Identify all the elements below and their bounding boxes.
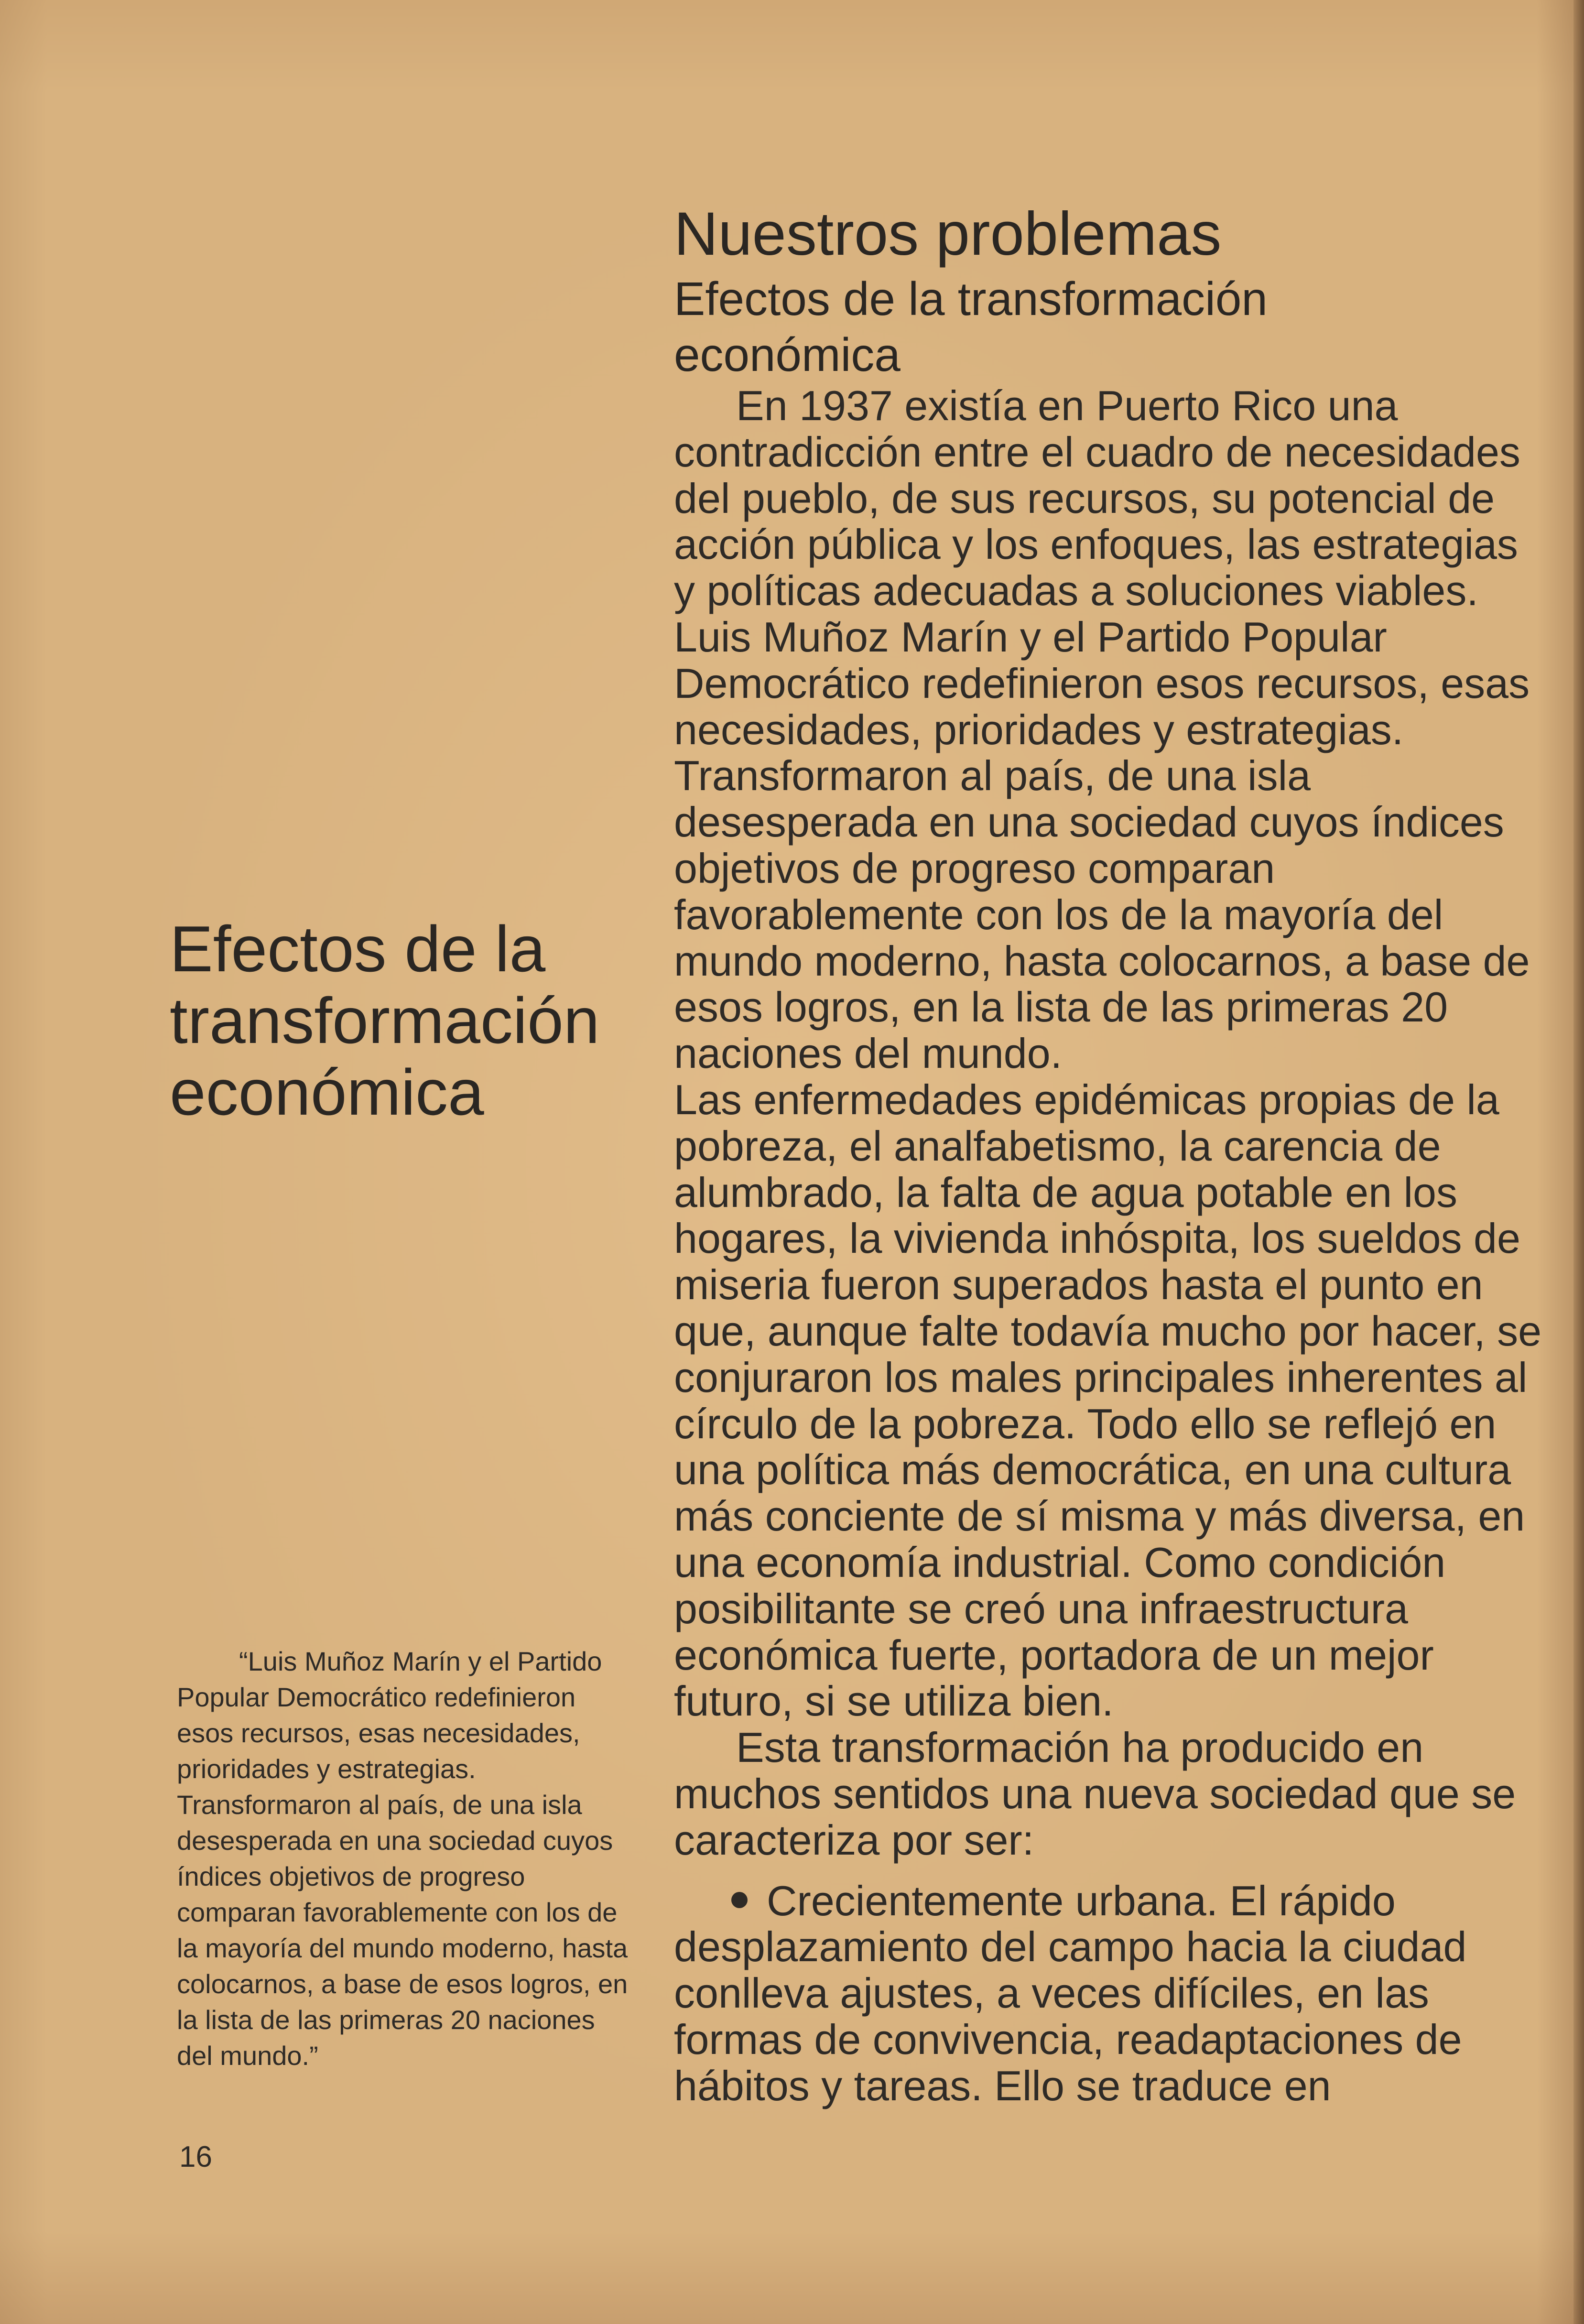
bullet-item xyxy=(674,1878,1544,2109)
article-paragraph: Las enfermedades epidémicas propias de la pobreza, el analfabetismo, la carencia de alumbrado, la falta de agua potable en los hogares, la vivienda inhóspita, los sueldos de miseria fueron superados hasta el punto en que, aunque falte todavía mucho por hacer, se conjuraron los males principales inherentes al círculo de la pobreza. Todo ello se reflejó en una política más democrática, en una cultura más conciente de sí misma y más diversa, en una economía industrial. Como condición posibilitante se creó una infraestructura económica fuerte, portadora de un mejor futuro, si se utiliza bien. xyxy=(674,1075,1542,1725)
article-paragraph: Esta transformación ha producido en muchos sentidos una nueva sociedad que se caracteriza por ser: xyxy=(674,1724,1516,1864)
pull-quote: “Luis Muñoz Marín y el Partido Popular Democrático redefinieron esos recursos, esas necesidades, prioridades y estrategias. Transformaron al país, de una isla desesperada en una sociedad cuyos índices objetivos de progreso comparan favorablemente con los de la mayoría del mundo moderno, hasta colocarnos, a base de esos logros, en la lista de las primeras 20 naciones del mundo.” xyxy=(177,1646,628,2071)
article-paragraph: En 1937 existía en Puerto Rico una contradicción entre el cuadro de necesidades del pueblo, de sus recursos, su potencial de acción pública y los enfoques, las estrategias y políticas adecuadas a soluciones viables. Luis Muñoz Marín y el Partido Popular Democrático redefinieron esos recursos, esas necesidades, prioridades y estrategias. Transformaron al país, de una isla desesperada en una sociedad cuyos índices objetivos de progreso comparan favorablemente con los de la mayoría del mundo moderno, hasta colocarnos, a base de esos logros, en la lista de las primeras 20 naciones del mundo. xyxy=(674,382,1530,1077)
side-heading: Efectos de la transformación económica xyxy=(170,912,600,1129)
bullet-icon xyxy=(731,1892,748,1908)
bullet-text: Crecientemente urbana. El rápido desplazamiento del campo hacia la ciudad conlleva ajustes, a veces difíciles, en las formas de convivencia, readaptaciones de hábitos y tareas. Ello se traduce en xyxy=(674,1877,1467,2109)
article-title: Nuestros problemas xyxy=(674,200,1222,268)
page-number: 16 xyxy=(179,2140,212,2173)
article xyxy=(674,198,1544,2109)
page-edge-shadow xyxy=(1573,0,1584,2324)
article-subtitle: Efectos de la transformación económica xyxy=(674,272,1268,381)
